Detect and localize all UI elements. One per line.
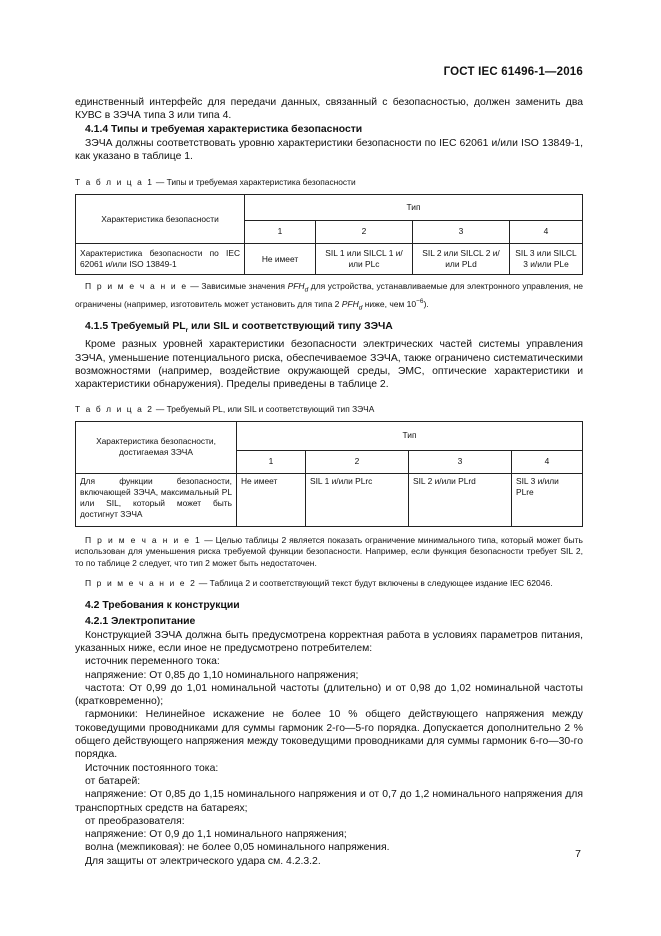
- page-number: 7: [575, 848, 581, 860]
- table2: [75, 421, 583, 527]
- table2-cell-4: SIL 3 и/или PLre: [512, 473, 583, 526]
- table2-type-3: 3: [409, 450, 512, 473]
- power-line: напряжение: От 0,9 до 1,1 номинального напряжения;: [85, 829, 347, 841]
- table2-cell-2: SIL 1 и/или PLrc: [306, 473, 409, 526]
- table1-cell-3: SIL 2 или SILCL 2 и/или PLd: [413, 244, 510, 275]
- table2-type-header: Тип: [237, 421, 583, 450]
- table1-caption: Т а б л и ц а 1 — Типы и требуемая характеристика безопасности: [75, 177, 356, 188]
- table2-note-2: П р и м е ч а н и е 2 — Таблица 2 и соответствующий текст будут включены в следующее издание IEC 62046.: [85, 578, 553, 589]
- table1-cell-4: SIL 3 или SILCL 3 и/или PLe: [510, 244, 583, 275]
- table1-cell-2: SIL 1 или SILCL 1 и/или PLc: [316, 244, 413, 275]
- power-line: источник переменного тока:: [85, 656, 220, 668]
- table1-cell-1: Не имеет: [245, 244, 316, 275]
- table2-type-1: 1: [237, 450, 306, 473]
- section-4-1-4-text: ЗЭЧА должны соответствовать уровню характеристики безопасности по IEC 62061 и/или ISO 13849-1, как указано в таблице 1.: [75, 137, 583, 162]
- table1-type-4: 4: [510, 220, 583, 243]
- table1-row-header: Характеристика безопасности: [76, 195, 245, 244]
- section-4-1-4-title: 4.1.4 Типы и требуемая характеристика безопасности: [85, 123, 363, 135]
- power-line: Конструкцией ЗЭЧА должна быть предусмотрена корректная работа в условиях параметров питания, указанных ниже, если иное не предусмотрено потребителем:: [75, 629, 583, 654]
- table2-cell-3: SIL 2 и/или PLrd: [409, 473, 512, 526]
- table2-note-1: П р и м е ч а н и е 1 — Целью таблицы 2 является показать ограничение минимального типа, который может быть использован для уменьшения риска требуемой функции безопасности. Например, если функция безопасности требует SIL 2, то по таблице 2 следует, что тип 2 может быть недостаточен.: [75, 534, 583, 568]
- table1-type-3: 3: [413, 220, 510, 243]
- intro-paragraph: единственный интерфейс для передачи данных, связанный с безопасностью, должен заменить два КУВС в ЗЭЧА типа 3 или типа 4.: [75, 97, 583, 122]
- table2-type-4: 4: [512, 450, 583, 473]
- table1: [75, 194, 583, 275]
- power-line: частота: От 0,99 до 1,01 номинальной частоты (длительно) и от 0,98 до 1,02 номинальной частоты (кратковременно);: [75, 682, 583, 708]
- table2-caption: Т а б л и ц а 2 — Требуемый PL, или SIL и соответствующий тип ЗЭЧА: [75, 403, 375, 414]
- power-line: от преобразователя:: [85, 815, 185, 827]
- power-line: от батарей:: [85, 775, 141, 787]
- power-line: гармоники: Нелинейное искажение не более 10 % общего действующего напряжения между токоведущими проводниками для суммы гармоник 2-го—5-го порядка. Допускается дополнительно 2 % общего действующего напряжения между токоведущими проводниками для суммы гармоник 6-го—30-го порядка.: [75, 709, 583, 761]
- standard-header: ГОСТ IEC 61496-1—2016: [443, 66, 583, 78]
- table2-cell-1: Не имеет: [237, 473, 306, 526]
- table2-type-2: 2: [306, 450, 409, 473]
- power-line: Для защиты от электрического удара см. 4.2.3.2.: [85, 855, 321, 867]
- table1-type-header: Тип: [245, 195, 583, 221]
- power-line: волна (межпиковая): не более 0,05 номинального напряжения.: [85, 842, 390, 854]
- page-content: [75, 96, 583, 868]
- table1-type-2: 2: [316, 220, 413, 243]
- table1-row-label: Характеристика безопасности по IEC 62061 и/или ISO 13849-1: [76, 244, 245, 275]
- table1-type-1: 1: [245, 220, 316, 243]
- section-4-2-title: 4.2 Требования к конструкции: [85, 599, 240, 611]
- table2-row-label: Для функции безопасности, включающей ЗЭЧА, максимальный PL или SIL, который может быть достигнут ЗЭЧА: [76, 473, 237, 526]
- section-4-1-5-text: Кроме разных уровней характеристики безопасности электрических частей системы управления ЗЭЧА, уменьшение потенциального риска, обеспечиваемое ЗЭЧА, также ограничено систематическими возможностями (например, воздействие окружающей среды, ЭМС, оптические характеристики и характеристики обнаружения). Пределы приведены в таблице 2.: [75, 339, 583, 391]
- power-line: напряжение: От 0,85 до 1,15 номинального напряжения и от 0,7 до 1,2 номинального напряжения для транспортных средств на батареях;: [75, 789, 583, 814]
- table2-row-header: Характеристика безопасности, достигаемая ЗЭЧА: [76, 421, 237, 473]
- section-4-1-5-title: 4.1.5 Требуемый $PL_r$ или SIL и соответствующий типу ЗЭЧА: [85, 321, 393, 335]
- section-4-2-1-title: 4.2.1 Электропитание: [85, 615, 196, 627]
- power-line: Источник постоянного тока:: [85, 762, 219, 774]
- table1-note: П р и м е ч а н и е — Зависимые значения $PFH_d$ для устройства, устанавливаемые для электронного управления, не ограничены (например, изготовитель может установить для типа 2 $PFH_d$ ниже, чем $10^{-6}$).: [75, 281, 584, 312]
- power-line: напряжение: От 0,85 до 1,10 номинального напряжения;: [85, 669, 359, 681]
